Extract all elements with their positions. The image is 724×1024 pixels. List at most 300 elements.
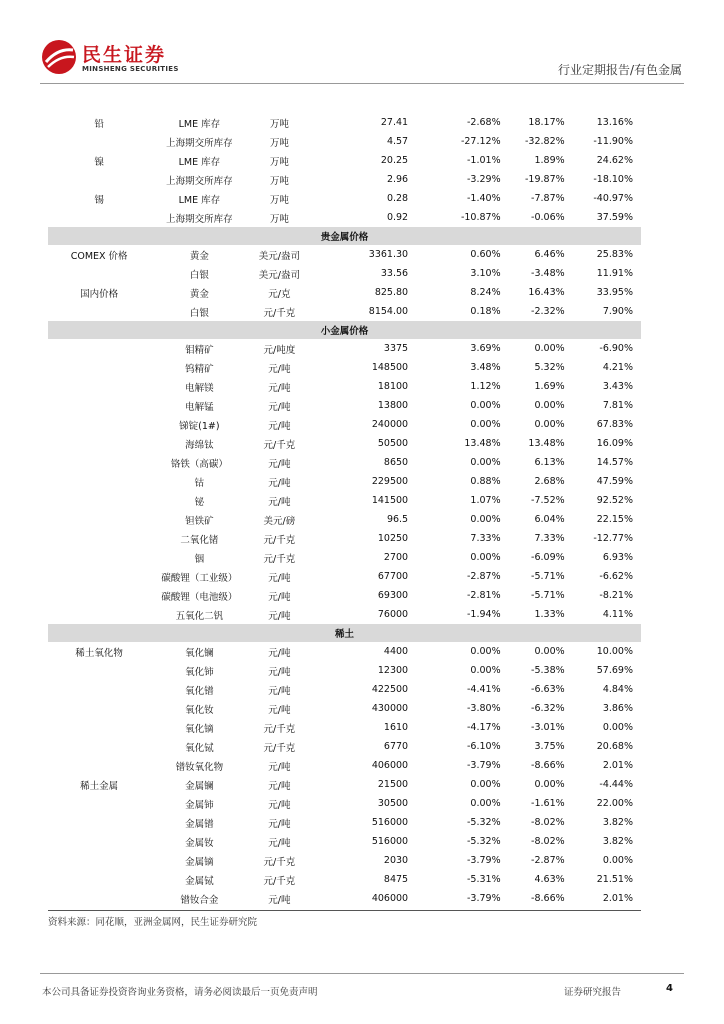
- row-price: 430000: [371, 703, 409, 714]
- row-item-name: 海绵钛: [185, 439, 214, 451]
- row-item-name: 铋: [194, 496, 205, 508]
- row-change-1: 0.00%: [470, 646, 501, 657]
- row-price: 8650: [383, 457, 409, 468]
- row-change-2: -7.87%: [531, 193, 565, 204]
- row-change-3: 37.59%: [596, 212, 633, 223]
- table-row: [48, 529, 641, 548]
- row-change-2: -8.66%: [531, 760, 565, 771]
- table-row: [48, 510, 641, 529]
- company-logo: [40, 38, 180, 78]
- row-change-2: 1.89%: [534, 155, 565, 166]
- metals-price-table: [48, 113, 641, 908]
- row-unit: 元/千克: [263, 723, 296, 735]
- row-item-name: 五氧化二钒: [175, 610, 224, 622]
- table-row: [48, 642, 641, 661]
- row-change-1: -3.79%: [467, 760, 501, 771]
- table-row: [48, 680, 641, 699]
- row-item-name: 二氧化锗: [180, 534, 219, 546]
- row-price: 406000: [371, 893, 409, 904]
- row-change-2: 0.00%: [534, 400, 565, 411]
- row-change-1: -2.87%: [467, 571, 501, 582]
- row-item-name: 钨精矿: [185, 363, 214, 375]
- row-change-1: -3.79%: [467, 893, 501, 904]
- row-change-3: 22.00%: [596, 798, 633, 809]
- row-change-2: -6.09%: [531, 552, 565, 563]
- table-row: [48, 245, 641, 264]
- row-unit: 元/克: [268, 288, 291, 300]
- row-change-1: -5.32%: [467, 836, 501, 847]
- row-category: [48, 132, 150, 151]
- row-unit: 美元/盎司: [258, 250, 300, 262]
- row-price: 20.25: [380, 155, 409, 166]
- row-category: [48, 889, 150, 908]
- row-price: 1610: [383, 722, 409, 733]
- row-change-2: 4.63%: [534, 874, 565, 885]
- row-change-2: -19.87%: [525, 174, 565, 185]
- table-row: [48, 756, 641, 775]
- row-change-2: 7.33%: [534, 533, 565, 544]
- section-title: 小金属价格: [48, 321, 641, 339]
- table-row: [48, 264, 641, 283]
- row-category: 稀土金属: [80, 780, 119, 792]
- row-item-name: 钼精矿: [185, 344, 214, 356]
- row-change-2: -3.01%: [531, 722, 565, 733]
- row-change-1: -2.68%: [467, 117, 501, 128]
- row-category: [48, 586, 150, 605]
- row-category: 稀土氧化物: [75, 647, 123, 659]
- row-price: 0.28: [386, 193, 409, 204]
- section-header-row: [48, 227, 641, 245]
- row-change-3: 14.57%: [596, 457, 633, 468]
- row-unit: 元/千克: [263, 534, 296, 546]
- row-change-3: 25.83%: [596, 249, 633, 260]
- row-unit: 元/吨: [268, 401, 291, 413]
- table-row: [48, 491, 641, 510]
- row-change-3: -4.44%: [599, 779, 633, 790]
- table-row: [48, 567, 641, 586]
- row-item-name: 金属镨: [185, 818, 214, 830]
- footer-disclaimer: 本公司具备证券投资咨询业务资格，请务必阅读最后一页免责声明: [42, 987, 318, 998]
- row-change-2: 6.13%: [534, 457, 565, 468]
- row-category: 锡: [94, 194, 104, 206]
- row-change-1: 13.48%: [464, 438, 501, 449]
- row-item-name: 碳酸锂（工业级）: [161, 572, 238, 584]
- row-price: 12300: [377, 665, 409, 676]
- table-row: [48, 339, 641, 358]
- row-change-3: 10.00%: [596, 646, 633, 657]
- table-row: [48, 775, 641, 794]
- row-change-3: -11.90%: [593, 136, 633, 147]
- row-change-3: 47.59%: [596, 476, 633, 487]
- row-change-2: 1.33%: [534, 609, 565, 620]
- row-category: [48, 832, 150, 851]
- row-category: [48, 680, 150, 699]
- row-change-1: 3.69%: [470, 343, 501, 354]
- row-change-1: -4.41%: [467, 684, 501, 695]
- row-change-3: 6.93%: [602, 552, 633, 563]
- row-unit: 元/吨: [268, 610, 291, 622]
- row-price: 229500: [371, 476, 409, 487]
- row-change-1: 8.24%: [470, 287, 501, 298]
- row-change-2: -8.66%: [531, 893, 565, 904]
- row-change-1: 3.10%: [470, 268, 501, 279]
- row-change-1: -5.32%: [467, 817, 501, 828]
- row-category: [48, 358, 150, 377]
- row-change-2: 2.68%: [534, 476, 565, 487]
- row-category: [48, 415, 150, 434]
- row-item-name: 锑锭(1#): [179, 420, 220, 432]
- row-price: 406000: [371, 760, 409, 771]
- row-category: [48, 472, 150, 491]
- row-price: 67700: [377, 571, 409, 582]
- row-change-3: 7.81%: [602, 400, 633, 411]
- row-change-1: 0.00%: [470, 779, 501, 790]
- footer-divider: [40, 973, 684, 974]
- row-price: 148500: [371, 362, 409, 373]
- row-unit: 元/吨: [268, 363, 291, 375]
- row-item-name: 金属铈: [185, 799, 214, 811]
- row-change-1: 1.07%: [470, 495, 501, 506]
- row-item-name: LME 库存: [178, 118, 221, 130]
- row-unit: 元/吨: [268, 572, 291, 584]
- row-change-2: -8.02%: [531, 836, 565, 847]
- row-unit: 美元/磅: [263, 515, 296, 527]
- row-unit: 元/吨: [268, 818, 291, 830]
- row-item-name: 上海期交所库存: [166, 137, 233, 149]
- row-price: 240000: [371, 419, 409, 430]
- row-unit: 美元/盎司: [258, 269, 300, 281]
- row-change-2: -1.61%: [531, 798, 565, 809]
- row-change-3: 4.21%: [602, 362, 633, 373]
- row-change-2: 6.04%: [534, 514, 565, 525]
- row-category: COMEX 价格: [70, 250, 128, 262]
- row-change-2: 6.46%: [534, 249, 565, 260]
- row-item-name: 铟: [194, 553, 205, 565]
- table-row: [48, 718, 641, 737]
- data-source-note: 资料来源：同花顺，亚洲金属网，民生证券研究院: [48, 917, 258, 928]
- row-item-name: 氧化镧: [185, 647, 214, 659]
- row-category: [48, 208, 150, 227]
- row-category: [48, 529, 150, 548]
- row-price: 13800: [377, 400, 409, 411]
- row-item-name: 氧化钕: [185, 704, 214, 716]
- row-category: [48, 813, 150, 832]
- row-category: [48, 661, 150, 680]
- row-change-2: 1.69%: [534, 381, 565, 392]
- header-divider: [40, 83, 684, 84]
- footer-label: 证券研究报告: [564, 987, 622, 998]
- row-unit: 元/吨: [268, 477, 291, 489]
- table-row: [48, 415, 641, 434]
- row-change-1: 0.00%: [470, 665, 501, 676]
- row-item-name: 金属钕: [185, 837, 214, 849]
- row-item-name: 金属镧: [185, 780, 214, 792]
- row-category: [48, 453, 150, 472]
- row-unit: 元/千克: [263, 742, 296, 754]
- row-change-2: -8.02%: [531, 817, 565, 828]
- row-change-2: -2.87%: [531, 855, 565, 866]
- page-number: 4: [666, 983, 673, 994]
- row-category: 国内价格: [80, 288, 119, 300]
- row-change-1: -27.12%: [460, 136, 501, 147]
- row-unit: 元/千克: [263, 856, 296, 868]
- row-price: 422500: [371, 684, 409, 695]
- row-change-3: 24.62%: [596, 155, 633, 166]
- row-change-3: -40.97%: [593, 193, 633, 204]
- table-row: [48, 605, 641, 624]
- report-type: 行业定期报告/有色金属: [557, 63, 682, 77]
- row-price: 96.5: [386, 514, 409, 525]
- row-price: 2.96: [386, 174, 409, 185]
- row-unit: 元/吨: [268, 685, 291, 697]
- row-change-3: 4.11%: [602, 609, 633, 620]
- row-change-3: 3.43%: [602, 381, 633, 392]
- page-header: [0, 0, 724, 86]
- row-unit: 万吨: [269, 194, 289, 206]
- row-category: [48, 396, 150, 415]
- row-category: [48, 339, 150, 358]
- table-row: [48, 132, 641, 151]
- row-category: [48, 605, 150, 624]
- row-price: 30500: [377, 798, 409, 809]
- row-category: [48, 737, 150, 756]
- row-change-3: 3.82%: [602, 836, 633, 847]
- row-unit: 元/吨: [268, 382, 291, 394]
- row-change-1: 0.00%: [470, 798, 501, 809]
- row-change-1: 0.00%: [470, 419, 501, 430]
- row-change-2: -5.71%: [531, 571, 565, 582]
- table-row: [48, 453, 641, 472]
- row-item-name: 钽铁矿: [185, 515, 214, 527]
- row-category: [48, 699, 150, 718]
- row-change-1: -5.31%: [467, 874, 501, 885]
- row-change-1: 0.60%: [470, 249, 501, 260]
- row-change-1: 7.33%: [470, 533, 501, 544]
- row-change-2: 5.32%: [534, 362, 565, 373]
- row-unit: 元/吨: [268, 496, 291, 508]
- row-unit: 元/吨: [268, 666, 291, 678]
- table-row: [48, 302, 641, 321]
- row-change-2: -7.52%: [531, 495, 565, 506]
- row-item-name: 钴: [194, 477, 205, 489]
- row-category: [48, 264, 150, 283]
- row-unit: 万吨: [269, 137, 289, 149]
- row-item-name: 白银: [189, 269, 209, 281]
- row-price: 3361.30: [368, 249, 409, 260]
- table-row: [48, 113, 641, 132]
- row-change-3: 57.69%: [596, 665, 633, 676]
- row-item-name: 氧化铈: [185, 666, 214, 678]
- section-header-row: [48, 321, 641, 339]
- row-unit: 元/千克: [263, 307, 296, 319]
- row-unit: 万吨: [269, 213, 289, 225]
- row-price: 69300: [377, 590, 409, 601]
- row-price: 4400: [383, 646, 409, 657]
- row-change-2: -5.71%: [531, 590, 565, 601]
- row-unit: 元/吨: [268, 780, 291, 792]
- row-item-name: 镨钕合金: [180, 894, 219, 906]
- row-change-2: 0.00%: [534, 419, 565, 430]
- logo-emblem-icon: [40, 38, 78, 76]
- row-price: 18100: [377, 381, 409, 392]
- section-title: 稀土: [48, 624, 641, 642]
- row-change-3: 20.68%: [596, 741, 633, 752]
- row-unit: 元/吨: [268, 704, 291, 716]
- row-change-3: -6.90%: [599, 343, 633, 354]
- row-change-2: -3.48%: [531, 268, 565, 279]
- row-item-name: 上海期交所库存: [166, 175, 233, 187]
- row-item-name: 碳酸锂（电池级）: [161, 591, 238, 603]
- row-change-1: 0.00%: [470, 400, 501, 411]
- table-row: [48, 151, 641, 170]
- row-change-3: 33.95%: [596, 287, 633, 298]
- row-price: 3375: [383, 343, 409, 354]
- row-change-3: -12.77%: [593, 533, 633, 544]
- row-category: [48, 548, 150, 567]
- row-change-1: -1.01%: [467, 155, 501, 166]
- row-change-1: 1.12%: [470, 381, 501, 392]
- row-item-name: LME 库存: [178, 156, 221, 168]
- row-unit: 万吨: [269, 175, 289, 187]
- row-unit: 元/千克: [263, 439, 296, 451]
- row-change-3: 92.52%: [596, 495, 633, 506]
- row-change-3: 13.16%: [596, 117, 633, 128]
- row-change-3: 0.00%: [602, 855, 633, 866]
- table-row: [48, 170, 641, 189]
- table-row: [48, 813, 641, 832]
- row-change-3: -18.10%: [593, 174, 633, 185]
- row-category: [48, 377, 150, 396]
- row-change-3: 3.86%: [602, 703, 633, 714]
- section-header-row: [48, 624, 641, 642]
- row-price: 27.41: [380, 117, 409, 128]
- row-change-1: -10.87%: [460, 212, 501, 223]
- table-row: [48, 889, 641, 908]
- row-category: [48, 491, 150, 510]
- table-row: [48, 832, 641, 851]
- row-unit: 元/吨: [268, 647, 291, 659]
- row-unit: 万吨: [269, 118, 289, 130]
- table-row: [48, 851, 641, 870]
- row-change-2: -0.06%: [531, 212, 565, 223]
- row-change-3: 67.83%: [596, 419, 633, 430]
- row-item-name: 镨钕氧化物: [175, 761, 224, 773]
- row-price: 2700: [383, 552, 409, 563]
- row-category: [48, 718, 150, 737]
- table-row: [48, 737, 641, 756]
- row-price: 8154.00: [368, 306, 409, 317]
- row-item-name: 氧化镝: [185, 723, 214, 735]
- table-row: [48, 661, 641, 680]
- row-category: [48, 870, 150, 889]
- row-change-2: 18.17%: [528, 117, 565, 128]
- row-item-name: 铬铁（高碳）: [170, 458, 228, 470]
- row-change-3: 4.84%: [602, 684, 633, 695]
- row-change-2: 13.48%: [528, 438, 565, 449]
- row-change-1: -1.40%: [467, 193, 501, 204]
- table-row: [48, 283, 641, 302]
- row-unit: 元/吨: [268, 837, 291, 849]
- row-unit: 元/吨: [268, 591, 291, 603]
- row-change-1: 0.00%: [470, 552, 501, 563]
- table-row: [48, 870, 641, 889]
- row-category: [48, 851, 150, 870]
- row-price: 4.57: [386, 136, 409, 147]
- table-row: [48, 548, 641, 567]
- table-row: [48, 377, 641, 396]
- row-change-2: 0.00%: [534, 343, 565, 354]
- row-price: 8475: [383, 874, 409, 885]
- row-change-2: -6.63%: [531, 684, 565, 695]
- row-category: [48, 794, 150, 813]
- row-change-3: 21.51%: [596, 874, 633, 885]
- row-change-2: -32.82%: [525, 136, 565, 147]
- row-unit: 元/吨度: [263, 344, 296, 356]
- row-unit: 元/千克: [263, 875, 296, 887]
- row-price: 10250: [377, 533, 409, 544]
- row-price: 76000: [377, 609, 409, 620]
- row-price: 516000: [371, 817, 409, 828]
- row-change-3: 2.01%: [602, 893, 633, 904]
- logo-english-name: MINSHENG SECURITIES: [82, 65, 179, 73]
- row-change-1: -3.29%: [467, 174, 501, 185]
- row-change-3: 0.00%: [602, 722, 633, 733]
- row-item-name: 氧化镨: [185, 685, 214, 697]
- row-change-1: 0.00%: [470, 457, 501, 468]
- row-change-1: -3.80%: [467, 703, 501, 714]
- table-row: [48, 358, 641, 377]
- table-row: [48, 472, 641, 491]
- table-body: [48, 113, 641, 908]
- row-change-3: 22.15%: [596, 514, 633, 525]
- row-price: 6770: [383, 741, 409, 752]
- row-item-name: LME 库存: [178, 194, 221, 206]
- row-change-1: 0.18%: [470, 306, 501, 317]
- row-change-3: 11.91%: [596, 268, 633, 279]
- table-row: [48, 699, 641, 718]
- row-change-3: 2.01%: [602, 760, 633, 771]
- row-category: 铅: [94, 118, 104, 130]
- row-category: [48, 302, 150, 321]
- row-category: [48, 756, 150, 775]
- row-change-1: 3.48%: [470, 362, 501, 373]
- row-change-2: -6.32%: [531, 703, 565, 714]
- row-change-2: 16.43%: [528, 287, 565, 298]
- row-change-1: -1.94%: [467, 609, 501, 620]
- row-category: [48, 434, 150, 453]
- logo-chinese-name: 民生证券: [82, 44, 167, 66]
- row-change-2: 3.75%: [534, 741, 565, 752]
- row-change-1: -3.79%: [467, 855, 501, 866]
- row-category: 镍: [94, 156, 104, 168]
- row-change-1: -4.17%: [467, 722, 501, 733]
- row-item-name: 电解镁: [185, 382, 214, 394]
- row-unit: 元/吨: [268, 799, 291, 811]
- row-change-3: 16.09%: [596, 438, 633, 449]
- row-change-2: -5.38%: [531, 665, 565, 676]
- table-row: [48, 586, 641, 605]
- row-item-name: 电解锰: [185, 401, 214, 413]
- row-unit: 万吨: [269, 156, 289, 168]
- row-price: 2030: [383, 855, 409, 866]
- table-row: [48, 189, 641, 208]
- row-unit: 元/吨: [268, 761, 291, 773]
- row-item-name: 上海期交所库存: [166, 213, 233, 225]
- row-change-3: -6.62%: [599, 571, 633, 582]
- row-unit: 元/千克: [263, 553, 296, 565]
- row-change-2: -2.32%: [531, 306, 565, 317]
- source-divider: [48, 910, 641, 911]
